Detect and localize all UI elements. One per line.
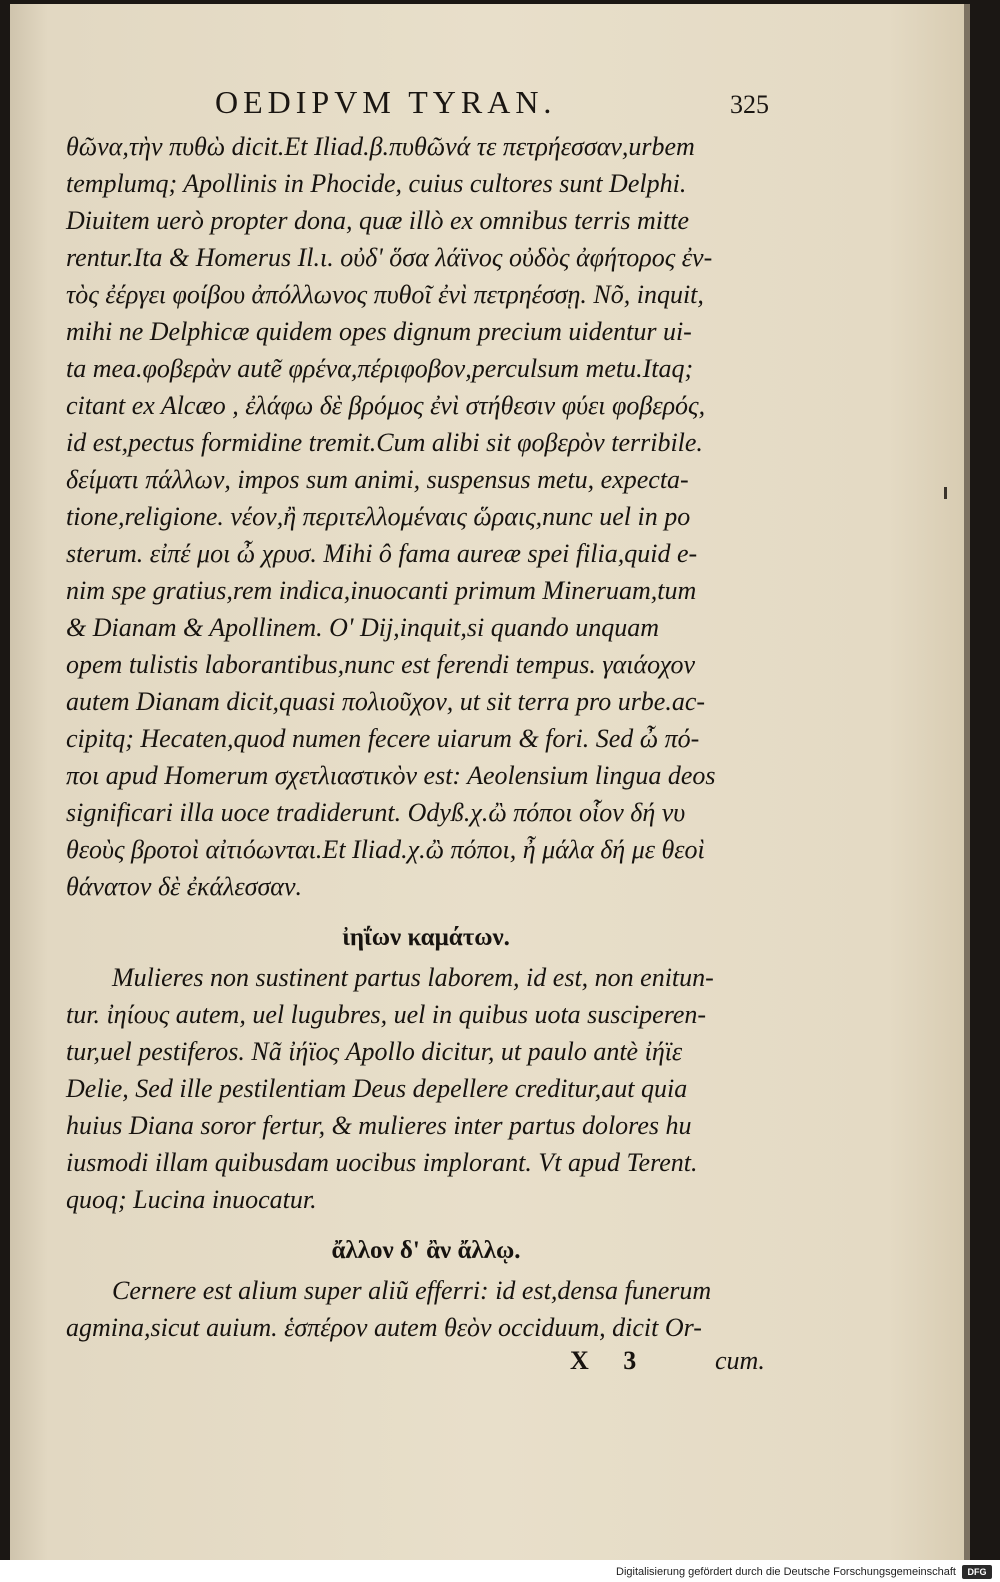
paper-blemish [944,487,947,499]
text-line: tur. ἰηίους autem, uel lugubres, uel in quibus uota susciperen- [66,1000,707,1029]
text-line: significari illa uoce tradiderunt. Odyß.χ.ὢ πόποι οἷον δή νυ [66,798,686,827]
text-line: id est,pectus formidine tremit.Cum alibi sit φοβερὸν terribile. [66,428,703,457]
book-page [10,4,970,1560]
signature-mark: X 3 [570,1346,651,1375]
text-line: cipitq; Hecaten,quod numen fecere uiarum & fori. Sed ὦ πό- [66,724,700,753]
text-line: mihi ne Delphicæ quidem opes dignum precium uidentur ui- [66,317,692,346]
text-line: autem Dianam dicit,quasi πολιοῦχον, ut sit terra pro urbe.ac- [66,687,706,716]
text-line: opem tulistis laborantibus,nunc est ferendi tempus. γαιάοχον [66,650,696,679]
dfg-logo: DFG [962,1565,992,1579]
text-line: Cernere est alium super aliũ efferri: id est,densa funerum [112,1276,712,1305]
catchword: cum. [715,1346,765,1375]
text-line: huius Diana soror fertur, & mulieres inter partus dolores hu [66,1111,692,1140]
text-line: tur,uel pestiferos. Nã ἰήϊος Apollo dicitur, ut paulo antè ἰήϊε [66,1037,683,1066]
text-line: Delie, Sed ille pestilentiam Deus depellere creditur,aut quia [66,1074,688,1103]
text-line: templumq; Apollinis in Phocide, cuius cultores sunt Delphi. [66,169,687,198]
page-header [10,84,964,124]
text-line: nim spe gratius,rem indica,inuocanti primum Mineruam,tum [66,576,697,605]
text-line: & Dianam & Apollinem. O' Dij,inquit,si quando unquam [66,613,659,642]
text-line: citant ex Alcæo , ἐλάφω δὲ βρόμος ἐνὶ στήθεσιν φύει φοβερός, [66,391,706,420]
text-line: θῶνα,τὴν πυθὼ dicit.Et Iliad.β.πυθῶνά τε πετρήεσσαν,urbem [66,132,695,161]
body-text [66,128,786,1346]
text-line: Mulieres non sustinent partus laborem, id est, non enitun- [112,963,714,992]
text-line: quoq; Lucina inuocatur. [66,1185,317,1214]
text-line: θάνατον δὲ ἐκάλεσσαν. [66,872,302,901]
text-line: sterum. εἰπέ μοι ὦ χρυσ. Mihi ô fama aureæ spei filia,quid e- [66,539,698,568]
page-number: 325 [730,90,769,119]
text-line: tione,religione. νέον,ἢ περιτελλομέναις ὥραις,nunc uel in po [66,502,691,531]
text-line: δείματι πάλλων, impos sum animi, suspensus metu, expecta- [66,465,689,494]
text-line: θεοὺς βροτοὶ αἰτιόωνται.Et Iliad.χ.ὢ πόποι, ἦ μάλα δή με θεοὶ [66,835,705,864]
footer-credit: Digitalisierung gefördert durch die Deutsche Forschungsgemeinschaft [616,1566,956,1578]
text-line: Diuitem uerò propter dona, quæ illò ex omnibus terris mitte [66,206,689,235]
text-line: rentur.Ita & Homerus Il.ι. οὐδ' ὅσα λάϊνος οὐδὸς ἀφήτορος ἐν- [66,243,713,272]
text-line: iusmodi illam quibusdam uocibus implorant. Vt apud Terent. [66,1148,698,1177]
running-title: OEDIPVM TYRAN. [215,84,557,120]
text-line: ta mea.φοβερὰν autẽ φρένα,πέριφοβον,perculsum metu.Itaq; [66,354,694,383]
text-line: agmina,sicut auium. ἑσπέρον autem θεὸν occiduum, dicit Or- [66,1313,702,1342]
section-heading: ἰηΐων καμάτων. [342,924,510,951]
text-line: τὸς ἐέργει φοίβου ἀπόλλωνος πυθοῖ ἐνὶ πετρηέσσῃ. Nõ, inquit, [66,280,704,309]
footer-bar [0,1560,1000,1582]
section-heading: ἄλλον δ' ἂν ἄλλῳ. [331,1237,521,1264]
text-line: ποι apud Homerum σχετλιαστικὸν est: Aeolensium lingua deos [66,761,716,790]
